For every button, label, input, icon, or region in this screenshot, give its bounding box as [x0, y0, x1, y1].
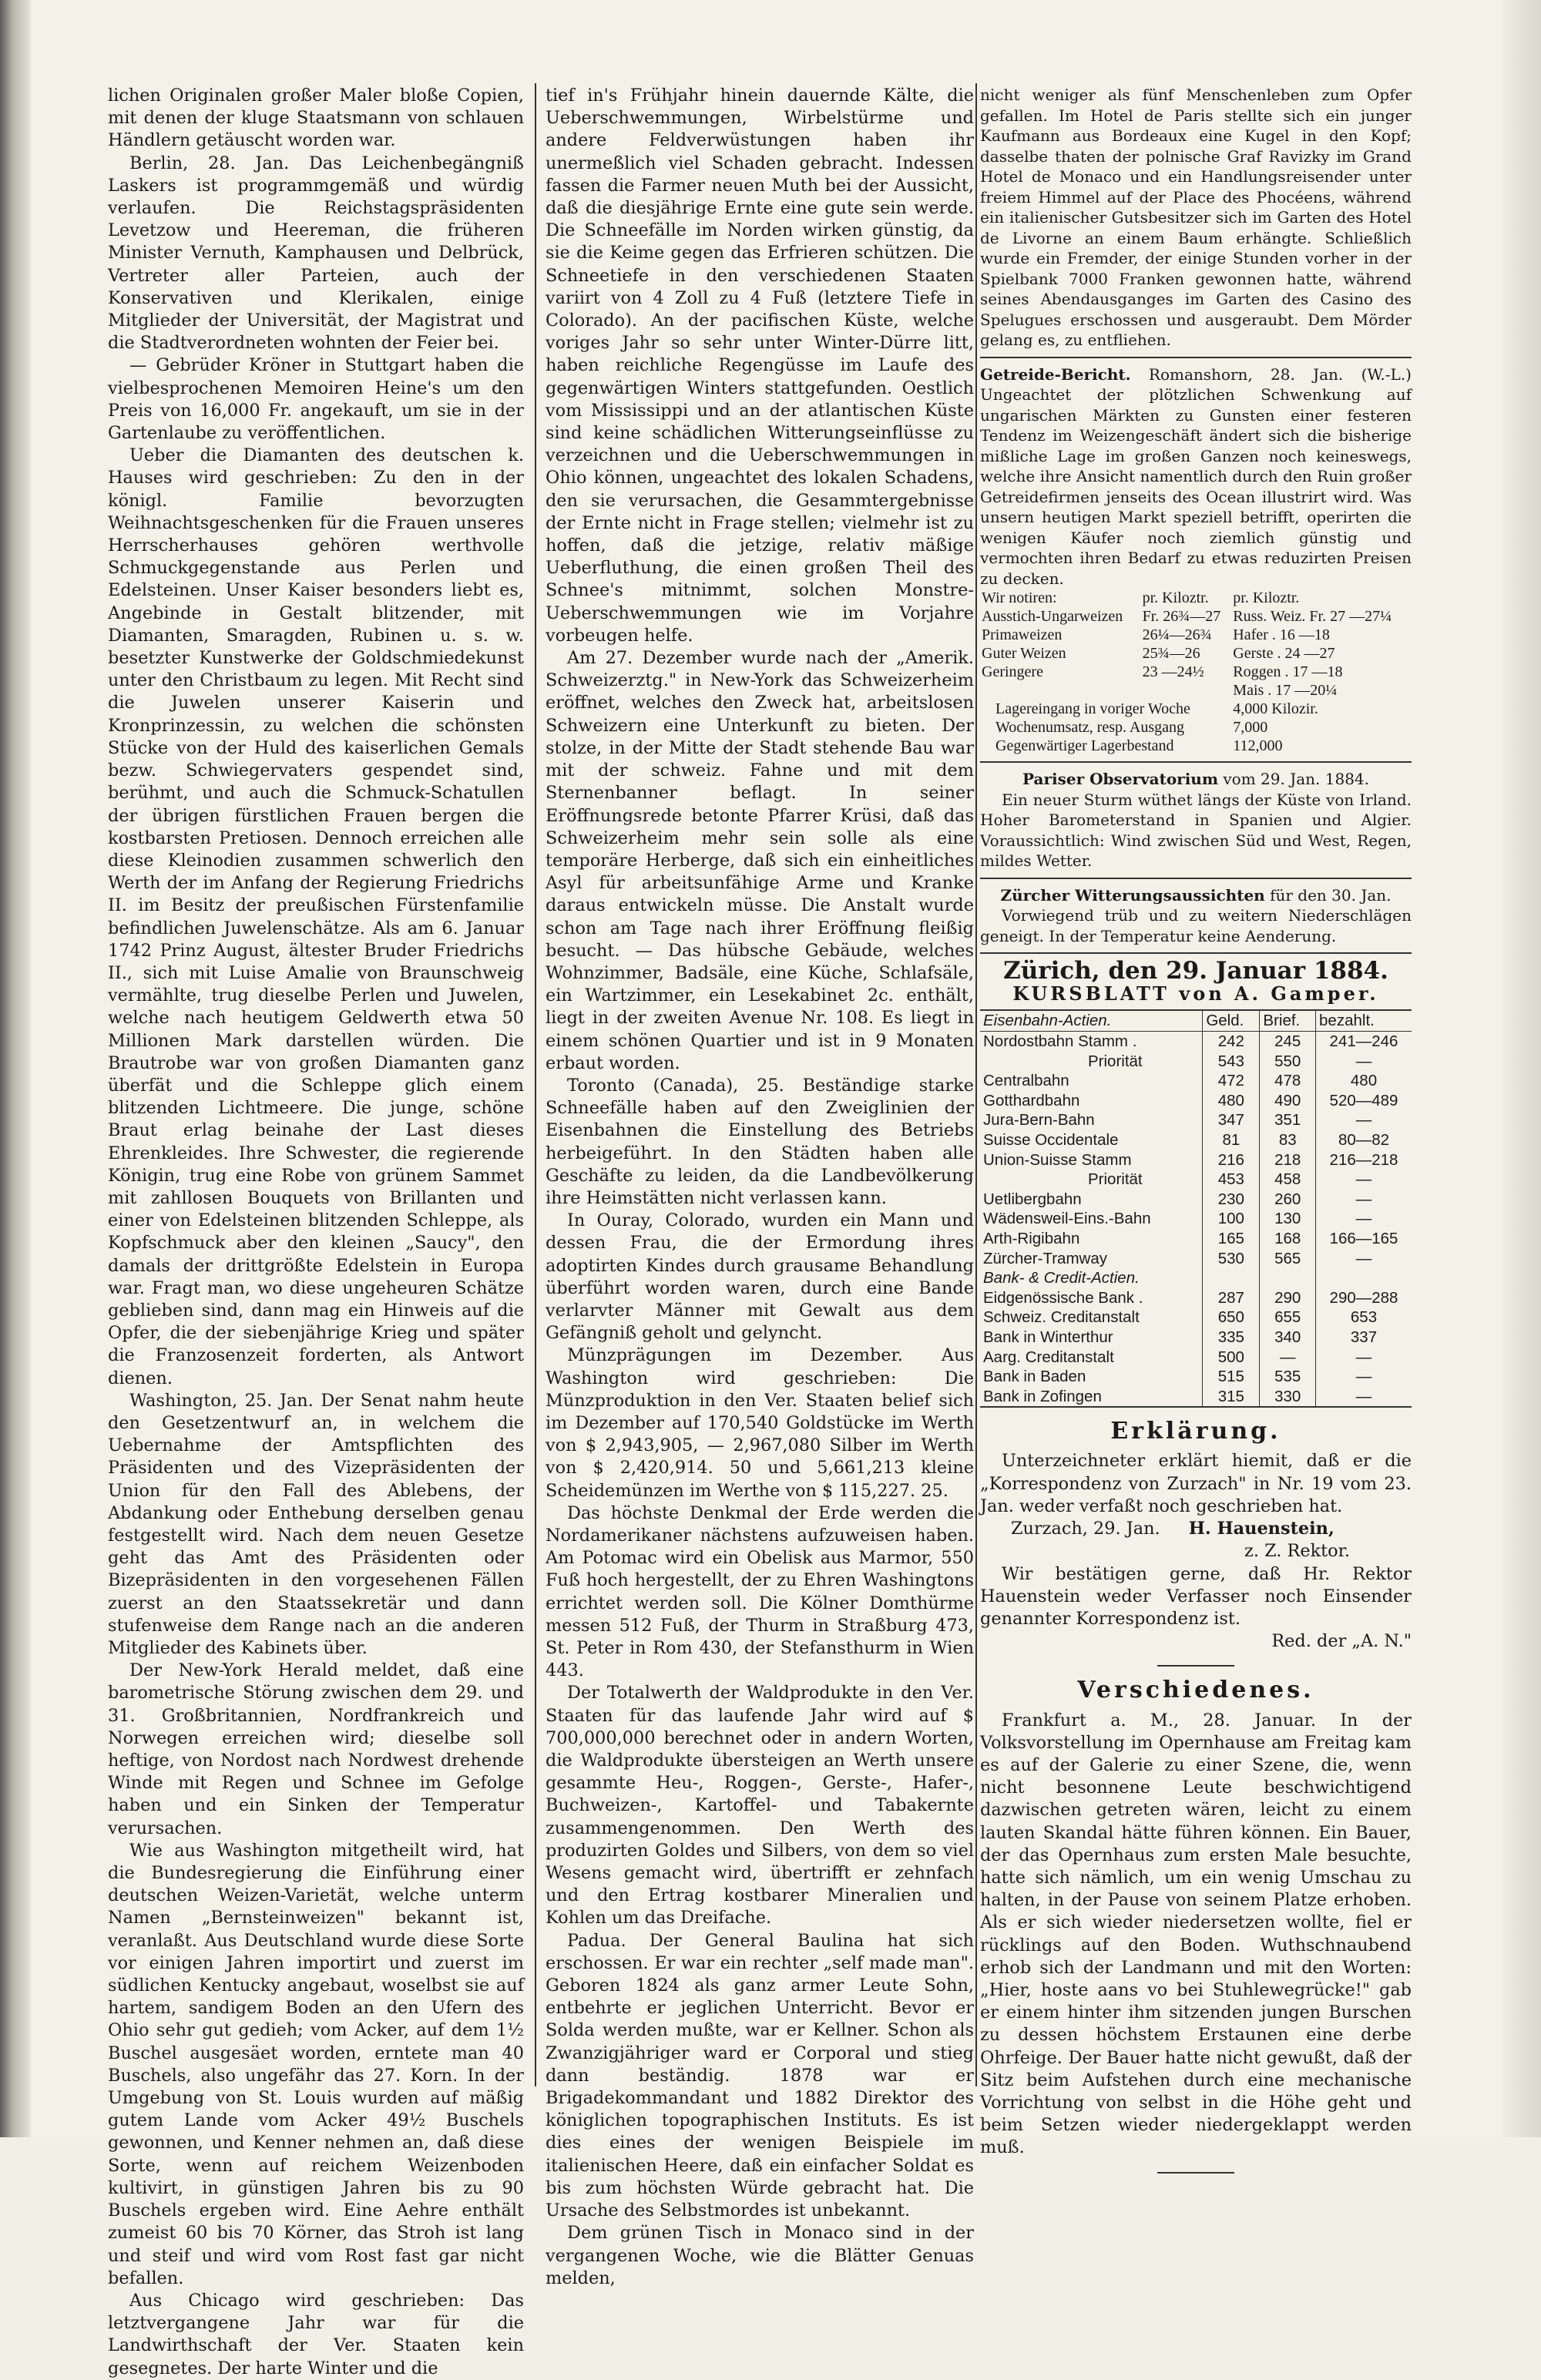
erklaerung-signature — [980, 1518, 1412, 1540]
kurs-security-name: Arth-Rigibahn — [983, 1229, 1080, 1247]
kurs-group-label: Bank- & Credit-Actien. — [983, 1269, 1140, 1287]
kurs-value: 478 — [1260, 1071, 1316, 1091]
article-paragraph: Washington, 25. Jan. Der Senat nahm heute den Gesetzentwurf an, in welchem die Uebernahme der Amtspflichten des Präsidenten und des Vizepräsidenten der Union für den Fall des Ablebens, der Abdankung oder Enthebung derselben genau festgestellt wird. Nach dem neuen Gesetze geht das Amt des Präsidenten oder Bizepräsidenten in den vorgesehenen Fällen zuerst an den Staatssekretär und dann stufenweise dem Range nach an die anderen Mitglieder des Kabinets über. — [108, 1390, 524, 1659]
kurs-value: 480 — [1203, 1091, 1260, 1111]
article-paragraph: Toronto (Canada), 25. Beständige starke Schneefälle haben auf den Zweiglinien der Eisenbahnen die Einstellung des Betriebs herbeigeführt. In den Städten haben alle Geschäfte zu leiden, da die Landbevölkerung ihre Heimstätten nicht verlassen kann. — [546, 1075, 974, 1208]
section-divider — [980, 878, 1412, 879]
article-paragraph: — Gebrüder Kröner in Stuttgart haben die vielbesprochenen Memoiren Heine's um den Preis von 16,000 Fr. angekauft, um sie in der Gartenlaube zu veröffentlichen. — [108, 355, 524, 444]
kurs-security-name: Priorität — [1088, 1170, 1143, 1189]
kurs-value: 653 — [1316, 1307, 1412, 1328]
kurs-value: 335 — [1203, 1328, 1260, 1348]
paris-observatory-text: Ein neuer Sturm wüthet längs der Küste von Irland. Hoher Barometerstand in Spanien und Algier. Voraussichtlich: Wind zwischen Süd und West, Regen, mildes Wetter. — [980, 790, 1412, 870]
article-paragraph: Am 27. Dezember wurde nach der „Amerik. Schweizerztg." in New-York das Schweizerheim eröffnet, welches den Zweck hat, arbeitslosen Schweizern eine Unterkunft zu bieten. Der stolze, in der Mitte der Stadt stehende Bau war mit der schweiz. Fahne und mit dem Sternenbanner beflagt. In seiner Eröffnungsrede betonte Pfarrer Krüsi, daß das Schweizerheim mehr sein solle als eine temporäre Herberge, daß sich ein einheitliches Asyl für arbeitsunfähige Arme und Kranke daraus entwickeln müsse. Die Anstalt wurde schon am Tage nach ihrer Eröffnung fleißig besucht. — Das hübsche Gebäude, welches Wohnzimmer, Badsäle, eine Küche, Schlafsäle, ein Wartzimmer, ein Lesekabinet 2c. enthält, liegt in der zweiten Avenue Nr. 108. Es liegt in einem schönen Quartier und ist in 9 Monaten erbaut worden. — [546, 648, 974, 1073]
kurs-row — [980, 1209, 1412, 1229]
grain-row: Mais . 17 —20¼ — [1233, 682, 1338, 699]
verschiedenes-text: Frankfurt a. M., 28. Januar. In der Volksvorstellung im Opernhause am Freitag kam es auf der Galerie zu einer Szene, die, wenn nicht besonnene Leute beschwichtigend dazwischen getreten wären, leicht zu einem lauten Skandal hätte führen können. Ein Bauer, der das Opernhaus zum ersten Male besuchte, hatte sich nämlich, um ein wenig Umschau zu halten, in der Pause von seinem Platze erhoben. Als er sich wieder niedersetzen wollte, fiel er rücklings auf den Boden. Wuthschnaubend erhob sich der Landmann und mit den Worten: „Hier, hoste aans vo bei Stuhlewegrücke!" gab er einem hinter ihm sitzenden jungen Burschen zu dessen höchstem Erstaunen eine derbe Ohrfeige. Der Bauer hatte nicht gewußt, daß der Sitz beim Aufstehen durch eine mechanische Vorrichtung von selbst in die Höhe geht und beim Setzen wieder niedergeklappt werden muß. — [980, 1710, 1412, 2158]
kurs-security-name: Nordostbahn Stamm . — [983, 1032, 1137, 1050]
erklaerung-text: Unterzeichneter erklärt hiemit, daß er die „Korrespondenz von Zurzach" in Nr. 19 vom 23. Jan. weder verfaßt noch geschrieben hat. — [980, 1451, 1412, 1516]
kurs-security-name: Jura-Bern-Bahn — [983, 1111, 1095, 1130]
kurs-value: — — [1316, 1170, 1412, 1190]
erklaerung-signer: H. Hauenstein, — [1188, 1519, 1335, 1539]
kurs-value: 130 — [1260, 1209, 1316, 1229]
kurs-value: 472 — [1203, 1071, 1260, 1091]
short-divider — [1157, 1665, 1234, 1667]
article-paragraph: Der Totalwerth der Waldprodukte in den Ver. Staaten für das laufende Jahr wird auf $ 700,000,000 berechnet oder in andern Worten, die Waldprodukte übersteigen an Werth unsere gesammte Heu-, Roggen-, Gerste-, Hafer-, Buchweizen-, Kartoffel- und Tabakernte zusammengenommen. Den Werth des produzirten Goldes und Silbers, von dem so viel Wesens gemacht wird, übertrifft er zehnfach und den Ertrag kostbarer Mineralien und Kohlen um das Dreifache. — [546, 1683, 974, 1929]
kurs-value: — — [1316, 1110, 1412, 1130]
kurs-value: 330 — [1260, 1387, 1316, 1408]
kurs-value: — — [1316, 1209, 1412, 1229]
kurs-security-name: Bank in Baden — [983, 1368, 1086, 1386]
grain-report-text: Ungeachtet der plötzlichen Schwenkung auf ungarischen Märkten zu Gunsten einer festeren Tendenz im Weizengeschäft ändert sich die bisherige mißliche Lage im großen Ganzen noch keineswegs, welche ihre Ansicht namentlich durch den Ruin großer Getreidefirmen jenseits des Ocean illustrirt wird. Was unsern heutigen Markt speziell betrifft, operirten die wenigen Käufer noch ziemlich günstig und vermochten ihren Bedarf zu etwas reduzirten Preisen zu decken. — [980, 385, 1412, 588]
column-rule — [535, 83, 536, 2086]
kurs-row — [980, 1288, 1412, 1308]
kurs-value: 520—489 — [1316, 1091, 1412, 1111]
kurs-security-name: Bank in Zofingen — [980, 1387, 1203, 1408]
kurs-value: 351 — [1260, 1110, 1316, 1130]
kurs-value: — — [1260, 1348, 1316, 1368]
kurs-value: 515 — [1203, 1367, 1260, 1387]
section-divider — [980, 357, 1412, 358]
zurich-weather-text: Vorwiegend trüb und zu weitern Niederschlägen geneigt. In der Temperatur keine Aenderung. — [980, 906, 1412, 945]
kurs-value: 260 — [1260, 1190, 1316, 1210]
kurs-row — [980, 1071, 1412, 1091]
kurs-value: — — [1316, 1387, 1412, 1408]
kurs-value: — — [1316, 1348, 1412, 1368]
kurs-row — [980, 1190, 1412, 1210]
erklaerung-red: Red. der „A. N." — [1271, 1631, 1412, 1652]
kurs-value: 490 — [1260, 1091, 1316, 1111]
article-paragraph: Dem grünen Tisch in Monaco sind in der vergangenen Woche, wie die Blätter Genuas melden, — [546, 2223, 974, 2288]
kurs-value: 166—165 — [1316, 1229, 1412, 1249]
kurs-row — [980, 1052, 1412, 1072]
kurs-value: 650 — [1203, 1307, 1260, 1328]
kurs-value: 530 — [1203, 1249, 1260, 1269]
kurs-value: 535 — [1260, 1367, 1316, 1387]
kurs-security-name: Eidgenössische Bank . — [983, 1288, 1143, 1307]
kurs-value: 83 — [1260, 1130, 1316, 1150]
zurich-weather-heading: Zürcher Witterungsaussichten — [1000, 885, 1265, 905]
kurs-row — [980, 1249, 1412, 1269]
kurs-value: 337 — [1316, 1328, 1412, 1348]
article-paragraph: In Ouray, Colorado, wurden ein Mann und dessen Frau, die der Ermordung ihres adoptirten Kindes durch grausame Behandlung überführt worden waren, durch eine Bande verlarvter Männer mit Gewalt aus dem Gefängniß geholt und gelyncht. — [546, 1210, 974, 1344]
kurs-row — [980, 1307, 1412, 1328]
column-2 — [546, 85, 974, 2290]
kurs-value: 218 — [1260, 1150, 1316, 1170]
kurs-security-name: Schweiz. Creditanstalt — [983, 1308, 1140, 1327]
kurs-value: — — [1316, 1190, 1412, 1210]
grain-price-table — [980, 589, 1412, 755]
article-paragraph: Münzprägungen im Dezember. Aus Washington wird geschrieben: Die Münzproduktion in den Ver. Staaten belief sich im Dezember auf 170,540 Goldstücke im Werth von $ 2,943,905, — 2,967,080 Silber im Werth von $ 2,420,914. 50 und 5,661,213 kleine Scheidemünzen im Werthe von $ 115,227. 25. — [546, 1345, 974, 1501]
kurs-value: 655 — [1260, 1307, 1316, 1328]
kurs-value: 550 — [1260, 1052, 1316, 1072]
kurs-row — [980, 1170, 1412, 1190]
grain-row: Guter Weizen 25¾—26 Gerste . 24 —27 — [982, 645, 1335, 662]
article-paragraph: Das höchste Denkmal der Erde werden die Nordamerikaner nächstens aufzuweisen haben. Am Potomac wird ein Obelisk aus Marmor, 550 Fuß hoch hergestellt, der zu Ehren Washingtons errichtet werden soll. Die Kölner Domthürme messen 512 Fuß, der Thurm in Straßburg 473, St. Peter in Rom 430, der Stefansthurm in Wien 443. — [546, 1502, 974, 1681]
article-paragraph: Wie aus Washington mitgetheilt wird, hat die Bundesregierung die Einführung einer deutschen Weizen-Varietät, welche unterm Namen „Bernsteinweizen" bekannt ist, veranlaßt. Aus Deutschland wurde diese Sorte vor einigen Jahren importirt und zuerst im südlichen Kentucky angebaut, woselbst sie auf hartem, sandigem Boden an den Ufern des Ohio sehr gut gedieh; vom Acker, auf dem 1½ Buschel ausgesäet worden, erntete man 40 Buschels, also ungefähr das 27. Korn. In der Umgebung von St. Louis wurden auf mäßig gutem Lande vom Acker 49½ Buschels gewonnen, und Kenner nehmen an, daß diese Sorte, wenn auf reichem Weizenboden kultivirt, in günstigen Jahren bis zu 90 Buschels ergeben wird. Eine Aehre enthält zumeist 60 bis 70 Körner, das Stroh ist lang und steif und wird vom Rost fast gar nicht befallen. — [108, 1840, 524, 2288]
column-rule — [975, 83, 977, 2086]
article-paragraph: Der New-York Herald meldet, daß eine barometrische Störung zwischen dem 29. und 31. Großbritannien, Nordfrankreich und Norwegen erreichen wird; dieselbe soll heftige, von Nordost nach Nordwest drehende Winde mit Regen und Schnee im Gefolge haben und ein Sinken der Temperatur verursachen. — [108, 1660, 524, 1838]
kurs-value: 241—246 — [1316, 1032, 1412, 1052]
kurs-row — [980, 1130, 1412, 1150]
kurs-value: 80—82 — [1316, 1130, 1412, 1150]
kurs-row — [980, 1328, 1412, 1348]
kurs-row — [980, 1150, 1412, 1170]
kurs-value: 565 — [1260, 1249, 1316, 1269]
kursblatt-table — [980, 1009, 1412, 1408]
grain-notiren-label: Wir notiren: — [982, 589, 1057, 606]
kurs-security-name: Centralbahn — [983, 1072, 1069, 1090]
kurs-security-name: Priorität — [1088, 1052, 1143, 1070]
article-paragraph: Padua. Der General Baulina hat sich erschossen. Er war ein rechter „self made man". Geboren 1824 als ganz armer Leute Sohn, entbehrte er jeglichen Unterricht. Bevor er Solda werden mußte, war er Kellner. Schon als Zwanzigjähriger ward er Corporal und stieg dann beständig. 1878 war er Brigadekommandant und 1882 Direktor des königlichen topographischen Instituts. Es ist dies eines der wenigen Beispiele im italienischen Heere, daß ein einfacher Soldat es bis zum höchsten Würde gebracht hat. Die Ursache des Selbstmordes ist unbekannt. — [546, 1930, 974, 2221]
article-paragraph: Berlin, 28. Jan. Das Leichenbegängniß Laskers ist programmgemäß und würdig verlaufen. Die Reichstagspräsidenten Levetzow und Heereman, die früheren Minister Vernuth, Kamphausen und Delbrück, Vertreter aller Parteien, auch der Konservativen und Klerikalen, einige Mitglieder der Universität, der Magistrat und die Stadtverordneten wohnten der Feier bei. — [108, 153, 524, 354]
grain-row: Ausstich-Ungarweizen Fr. 26¾—27 Russ. Weiz. Fr. 27 —27¼ — [982, 608, 1392, 625]
kurs-value: 216—218 — [1316, 1150, 1412, 1170]
kurs-value: 340 — [1260, 1328, 1316, 1348]
section-divider — [980, 761, 1412, 763]
kurs-security-name: Bank in Winterthur — [983, 1328, 1113, 1346]
kurs-value: 245 — [1260, 1032, 1316, 1052]
paris-observatory — [980, 769, 1412, 871]
article-paragraph: nicht weniger als fünf Menschenleben zum Opfer gefallen. Im Hotel de Paris stellte sich ein junger Kaufmann aus Bordeaux eine Kugel in den Kopf; dasselbe thaten der polnische Graf Ravizky im Grand Hotel de Monaco und ein Handlungsreisender unter freiem Himmel auf der Place des Phocéens, während ein italienischer Gutsbesitzer sich im Garten des Hotel de Livorne an einem Baum erhängte. Schließlich wurde ein Fremder, der einige Stunden vorher in der Spielbank 7000 Franken gewonnen hatte, während seines Abendausganges im Garten des Casino des Spelugues erschossen und ausgeraubt. Dem Mörder gelang es, zu entfliehen. — [980, 86, 1412, 349]
article-paragraph: Ueber die Diamanten des deutschen k. Hauses wird geschrieben: Zu den in der königl. Familie bevorzugten Weihnachtsgeschenken für die Frauen unseres Herrscherhauses gehören werthvolle Schmuckgegenstande aus Perlen und Edelsteinen. Unser Kaiser besonders liebt es, Angebinde in Gestalt blitzender, mit Diamanten, Smaragden, Rubinen u. s. w. besetzter Kunstwerke der Goldschmiedekunst unter den Christbaum zu legen. Mit Recht sind die Juwelen unserer Kaiserin und Kronprinzessin, zu welchen die schönsten Stücke von der Huld des kaiserlichen Gemals bezw. Schwiegervaters gespendet sind, berühmt, und auch die Schmuck-Schatullen der übrigen fürstlichen Frauen bergen die kostbarsten Pretiosen. Dennoch erreichen alle diese Kleinodien zusammen schwerlich den Werth der im Anfang der Regierung Friedrichs II. im Besitz der preußischen Fürstenfamilie befindlichen Juwelenschätze. Als am 6. Januar 1742 Prinz August, ältester Bruder Friedrichs II., sich mit Luise Amalie von Braunschweig vermählte, trug dieselbe Perlen und Juwelen, welche nach heutigem Geldwerth etwa 50 Millionen Mark darstellen würden. Die Brautrobe war von großen Diamanten ganz überfät und die Schleppe glich einem blitzenden Lichtmeere. Die junge, schöne Braut erlag beinahe der Last dieses Ehrenkleides. Ihre Schwester, die regierende Königin, trug eine Robe von grünem Sammet mit zahllosen Bouquets von Brillanten und einer von Edelsteinen blitzenden Schleppe, als Kopfschmuck aber den kleinen „Saucy", den damals der drittgrößte Edelstein in Europa war. Fragt man, wo diese ungeheuren Schätze geblieben sind, dann mag ein Hinweis auf die Opfer, die der siebenjährige Krieg und später die Franzosenzeit forderten, als Antwort dienen. — [108, 445, 524, 1388]
kurs-value: 165 — [1203, 1229, 1260, 1249]
kurs-value: 290—288 — [1316, 1288, 1412, 1308]
grain-stock-row: Wochenumsatz, resp. Ausgang 7,000 — [995, 719, 1268, 736]
article-paragraph: Aus Chicago wird geschrieben: Das letztvergangene Jahr war für die Landwirthschaft der Ver. Staaten kein gesegnetes. Der harte Winter und die — [108, 2290, 524, 2378]
page-scan-edge-right — [1502, 0, 1541, 2137]
erklaerung-place: Zurzach, 29. Jan. — [1011, 1519, 1160, 1539]
kurs-value: 100 — [1203, 1209, 1260, 1229]
kurs-security-name: Wädensweil-Eins.-Bahn — [983, 1210, 1151, 1228]
kurs-value: — — [1316, 1052, 1412, 1072]
kurs-security-name: Suisse Occidentale — [983, 1130, 1119, 1149]
article-paragraph: lichen Originalen großer Maler bloße Copien, mit denen der kluge Staatsmann von schlauen Händlern getäuscht worden war. — [108, 86, 524, 151]
kurs-value: — — [1316, 1367, 1412, 1387]
zurich-weather-date: für den 30. Jan. — [1270, 885, 1392, 905]
kurs-row — [980, 1032, 1412, 1052]
kurs-security-name: Union-Suisse Stamm — [983, 1150, 1132, 1169]
kurs-row — [980, 1348, 1412, 1368]
kurs-header: Eisenbahn-Actien. — [980, 1010, 1203, 1031]
paris-observatory-date: vom 29. Jan. 1884. — [1223, 770, 1369, 788]
section-divider — [980, 952, 1412, 954]
kurs-header: Geld. — [1203, 1010, 1260, 1031]
kurs-value: 242 — [1203, 1032, 1260, 1052]
kurs-value: 315 — [1203, 1387, 1260, 1408]
zurich-weather — [980, 885, 1412, 947]
kurs-value: — — [1316, 1249, 1412, 1269]
kurs-group-heading — [980, 1268, 1412, 1288]
erklaerung-note: Wir bestätigen gerne, daß Hr. Rektor Hauenstein weder Verfasser noch Einsender genannter Korrespondenz ist. — [980, 1563, 1412, 1629]
kurs-value: 543 — [1203, 1052, 1260, 1072]
kurs-value: 290 — [1260, 1288, 1316, 1308]
grain-report-place: Romanshorn, 28. Jan. (W.-L.) — [1148, 364, 1412, 384]
page-scan-edge-left — [0, 0, 31, 2137]
erklaerung-title: Erklärung. — [1110, 1418, 1281, 1445]
kurs-row — [980, 1387, 1412, 1408]
column-1 — [108, 85, 524, 2380]
grain-row: Primaweizen 26¼—26¾ Hafer . 16 —18 — [982, 626, 1330, 643]
article-paragraph: tief in's Frühjahr hinein dauernde Kälte, die Ueberschwemmungen, Wirbelstürme und andere Feldverwüstungen haben ihr unermeßlich viel Schaden gebracht. Indessen fassen die Farmer neuen Muth bei der Aussicht, daß die diesjährige Ernte eine gute sein werde. Die Schneefälle im Norden wirken günstig, da sie die Keime gegen das Erfrieren schützen. Die Schneetiefe in den verschiedenen Staaten variirt von 4 Zoll zu 4 Fuß (letztere Tiefe in Colorado). An der pacifischen Küste, welche voriges Jahr so sehr unter Winter-Dürre litt, haben reichliche Regengüsse im Laufe des gegenwärtigen Winters stattgefunden. Oestlich vom Mississippi und an der atlantischen Küste sind keine schädlichen Witterungseinflüsse zu verzeichnen und die Ueberschwemmungen in Ohio können, ungeachtet des lokalen Schadens, den sie verursachen, die Gesammtergebnisse der Ernte nicht in Frage stellen; vielmehr ist zu hoffen, daß die jetzige, relativ mäßige Ueberfluthung, die einen großen Theil des Schnee's mitnimmt, solchen Monstre-Ueberschwemmungen wie im Vorjahre vorbeugen helfe. — [546, 86, 974, 646]
grain-unit: pr. Kiloztr. — [1233, 589, 1300, 606]
kurs-header: Brief. — [1260, 1010, 1316, 1031]
kursblatt-date-title: Zürich, den 29. Januar 1884. — [1003, 957, 1388, 985]
kurs-security-name: Aarg. Creditanstalt — [983, 1348, 1114, 1366]
kurs-value: 216 — [1203, 1150, 1260, 1170]
kursblatt-title: KURSBLATT von A. Gamper. — [1012, 982, 1379, 1005]
grain-stock-row: Gegenwärtiger Lagerbestand 112,000 — [995, 737, 1283, 754]
kurs-header: bezahlt. — [1316, 1010, 1412, 1031]
grain-stock-row: Lagereingang in voriger Woche 4,000 Kilozir. — [995, 700, 1318, 717]
kurs-value: 81 — [1203, 1130, 1260, 1150]
kurs-value: 168 — [1260, 1229, 1316, 1249]
kurs-value: 287 — [1203, 1288, 1260, 1308]
column-3 — [980, 85, 1412, 2186]
kurs-security-name: Zürcher-Tramway — [983, 1249, 1107, 1267]
verschiedenes-title: Verschiedenes. — [1077, 1677, 1314, 1704]
kurs-security-name: Uetlibergbahn — [983, 1190, 1082, 1208]
kurs-value: 458 — [1260, 1170, 1316, 1190]
kurs-value: 347 — [1203, 1110, 1260, 1130]
kurs-row — [980, 1110, 1412, 1130]
grain-report-heading: Getreide-Bericht. — [980, 364, 1131, 384]
erklaerung-role: z. Z. Rektor. — [1244, 1541, 1350, 1562]
kurs-value: 500 — [1203, 1348, 1260, 1368]
grain-unit: pr. Kiloztr. — [1142, 589, 1209, 606]
grain-row: Geringere 23 —24½ Roggen . 17 —18 — [982, 663, 1343, 680]
kurs-value: 230 — [1203, 1190, 1260, 1210]
kurs-value: 453 — [1203, 1170, 1260, 1190]
kurs-row — [980, 1229, 1412, 1249]
kurs-row — [980, 1091, 1412, 1111]
kurs-security-name: Gotthardbahn — [983, 1091, 1080, 1109]
paris-observatory-heading: Pariser Observatorium — [1022, 770, 1219, 788]
short-divider — [1157, 2172, 1234, 2174]
kurs-row — [980, 1367, 1412, 1387]
kurs-value: 480 — [1316, 1071, 1412, 1091]
grain-report — [980, 364, 1412, 756]
